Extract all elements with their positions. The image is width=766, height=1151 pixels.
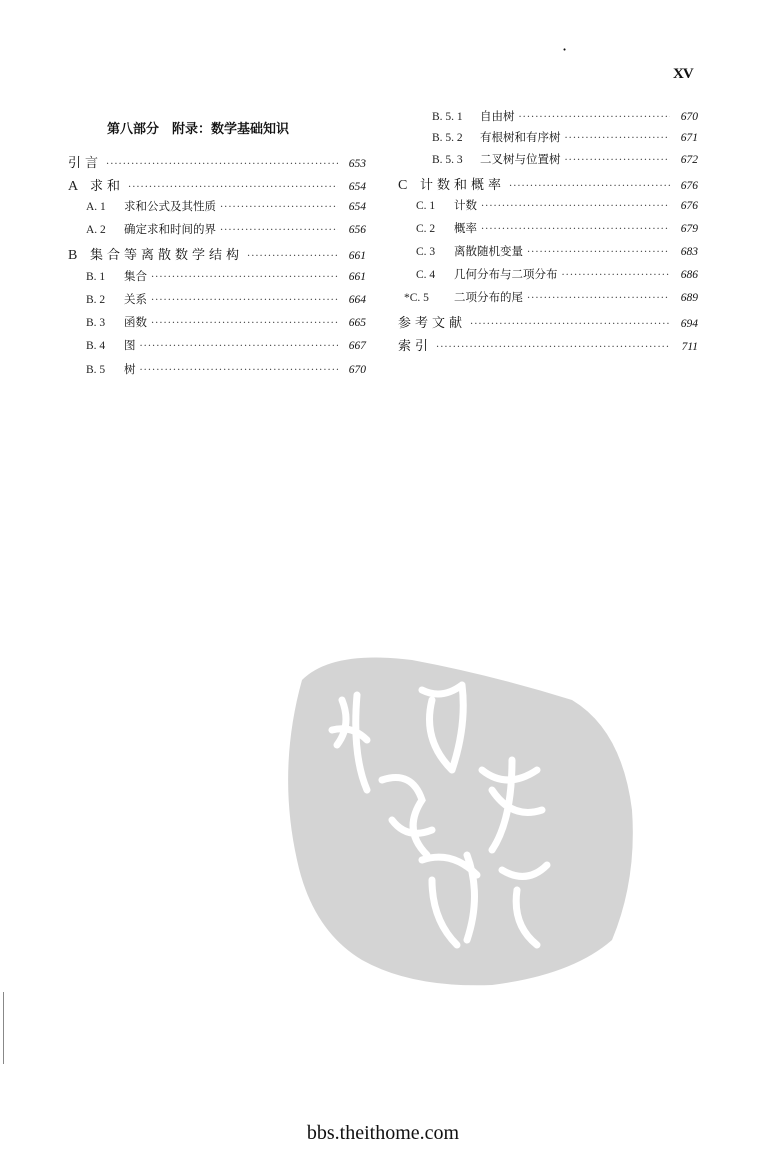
toc-entry-number: C. 4 [416, 269, 436, 281]
toc-entry [86, 268, 366, 284]
toc-entry-number: B. 4 [86, 340, 106, 352]
toc-entry [86, 314, 366, 330]
toc-entry [416, 220, 698, 236]
dot-leader [565, 133, 671, 144]
toc-entry-number: B. 5. 1 [432, 111, 463, 123]
toc-entry-number: A [68, 179, 79, 194]
dot-leader [220, 202, 338, 213]
toc-entry-page: 672 [680, 154, 698, 166]
dot-leader [106, 159, 338, 170]
toc-entry-label: 参考文献 [398, 316, 467, 331]
toc-entry [68, 244, 366, 264]
toc-entry-label: 关系 [124, 292, 147, 306]
toc-entry-label: 自由树 [480, 109, 515, 123]
toc-entry-label: 索引 [398, 339, 433, 354]
toc-entry-label: 二叉树与位置树 [480, 152, 561, 166]
header-dot: · [562, 40, 568, 59]
dot-leader [527, 293, 670, 304]
toc-entry-label: 离散随机变量 [454, 244, 523, 258]
toc-entry-page: 654 [348, 201, 366, 213]
dot-leader [519, 112, 671, 123]
dot-leader [509, 181, 670, 192]
toc-entry-label: 计数和概率 [420, 178, 506, 193]
dot-leader [151, 295, 338, 306]
toc-entry [86, 291, 366, 307]
toc-entry-label: 概率 [454, 221, 477, 235]
dot-leader [470, 319, 670, 330]
footer-url: bbs.theithome.com [306, 1122, 460, 1144]
toc-entry-label: 计数 [454, 198, 477, 212]
toc-entry-page: 661 [348, 271, 366, 283]
toc-entry-label: 树 [124, 362, 136, 376]
toc-entry-label: 有根树和有序树 [480, 130, 561, 144]
dot-leader [140, 341, 339, 352]
toc-entry-number: B. 5. 3 [432, 154, 463, 166]
toc-entry [86, 198, 366, 214]
toc-entry-label: 求和 [90, 179, 125, 194]
toc-entry [86, 361, 366, 377]
dot-leader [247, 251, 338, 262]
toc-entry [416, 266, 698, 282]
toc-entry-label: 引言 [68, 156, 103, 171]
page-number: XV [673, 66, 693, 82]
part-title: 第八部分 附录：数学基础知识 [107, 122, 290, 137]
toc-entry-page: 711 [681, 341, 698, 353]
toc-entry-page: 654 [348, 181, 366, 193]
toc-entry-page: 676 [680, 180, 698, 192]
toc-entry-number: B [68, 248, 78, 263]
toc-entry-page: 679 [680, 223, 698, 235]
toc-left-column [68, 152, 366, 382]
toc-entry [416, 197, 698, 213]
dot-leader [565, 155, 671, 166]
toc-entry-number: C. 2 [416, 223, 436, 235]
toc-entry-number: B. 3 [86, 317, 106, 329]
toc-entry-number: B. 5 [86, 364, 106, 376]
toc-entry-number: C. 3 [416, 246, 436, 258]
toc-entry-label: 图 [124, 338, 136, 352]
toc-entry-label: 确定求和时间的界 [124, 222, 216, 236]
toc-entry-label: 求和公式及其性质 [124, 199, 216, 213]
dot-leader [128, 182, 338, 193]
toc-entry [416, 243, 698, 259]
toc-entry [398, 312, 698, 331]
toc-entry [432, 129, 698, 145]
toc-entry-page: 667 [348, 340, 366, 352]
toc-entry-page: 676 [680, 200, 698, 212]
dot-leader [562, 270, 671, 281]
toc-entry-page: 664 [348, 294, 366, 306]
dot-leader [220, 225, 338, 236]
toc-entry-page: 665 [348, 317, 366, 329]
toc-entry-page: 653 [348, 158, 366, 170]
toc-entry [432, 108, 698, 124]
toc-entry-number: A. 2 [86, 224, 106, 236]
toc-entry-page: 656 [348, 224, 366, 236]
dot-leader [436, 342, 670, 353]
dot-leader [481, 224, 670, 235]
toc-entry [398, 174, 698, 194]
toc-entry-page: 670 [680, 111, 698, 123]
toc-entry [86, 337, 366, 353]
toc-entry-page: 689 [680, 292, 698, 304]
toc-entry-number: C [398, 178, 408, 193]
toc-entry-number: A. 1 [86, 201, 106, 213]
toc-entry-page: 670 [348, 364, 366, 376]
toc-entry [404, 289, 698, 305]
toc-entry-label: 二项分布的尾 [454, 290, 523, 304]
toc-entry-page: 671 [680, 132, 698, 144]
dot-leader [151, 318, 338, 329]
toc-entry-number: B. 2 [86, 294, 106, 306]
toc-right-column [398, 108, 698, 358]
dot-leader [151, 272, 338, 283]
toc-entry-number: C. 1 [416, 200, 436, 212]
toc-entry [432, 151, 698, 167]
toc-entry-number: B. 5. 2 [432, 132, 463, 144]
toc-entry [68, 152, 366, 171]
toc-entry-label: 函数 [124, 315, 147, 329]
toc-entry-label: 集合等离散数学结构 [90, 248, 244, 263]
toc-entry [86, 221, 366, 237]
dot-leader [481, 201, 670, 212]
toc-entry-page: 686 [680, 269, 698, 281]
toc-entry-page: 694 [680, 318, 698, 330]
toc-entry-label: 集合 [124, 269, 147, 283]
toc-entry-number: *C. 5 [404, 292, 429, 304]
toc-entry [68, 175, 366, 195]
toc-entry-number: B. 1 [86, 271, 106, 283]
dot-leader [527, 247, 670, 258]
toc-entry-page: 683 [680, 246, 698, 258]
toc-entry-label: 几何分布与二项分布 [454, 267, 558, 281]
dot-leader [140, 365, 339, 376]
seal-watermark [272, 640, 642, 990]
toc-entry-page: 661 [348, 250, 366, 262]
toc-entry [398, 335, 698, 354]
scan-edge-line [3, 992, 4, 1064]
